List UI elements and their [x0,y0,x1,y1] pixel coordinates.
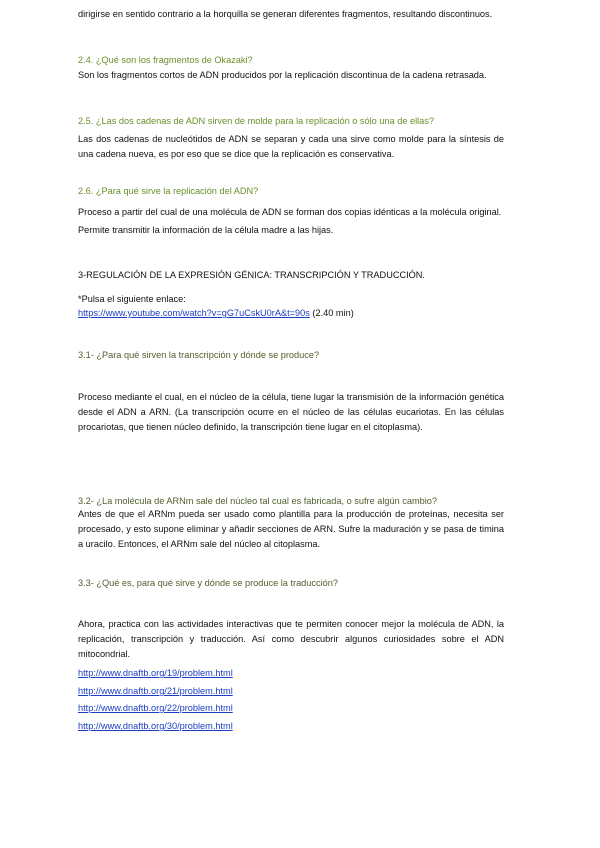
resource-link[interactable]: http://www.dnaftb.org/21/problem.html [78,686,233,696]
question-2-5 [78,114,504,129]
video-link[interactable]: https://www.youtube.com/watch?v=gG7uCskU0rA&t=90s [78,308,310,318]
section-3-title: 3-REGULACIÓN DE LA EXPRESIÓN GÉNICA: TRANSCRIPCIÓN Y TRADUCCIÓN. [78,270,425,280]
answer-3-2: Antes de que el ARNm pueda ser usado como plantilla para la producción de proteínas, necesita ser procesado, y esto supone eliminar y añadir secciones de ARN. Sufre la maduración y se pasa de timina a uracilo. Entonces, el ARNm sale del núcleo al citoplasma. [78,509,504,549]
question-3-2: 3.2- ¿La molécula de ARNm sale del núcleo tal cual es fabricada, o sufre algún cambio? [78,496,438,506]
question-2-5-text: ¿Las dos cadenas de ADN sirven de molde para la replicación o sólo una de ellas? [95,116,434,126]
question-2-5-number: 2.5. [78,116,94,126]
question-2-6-text: ¿Para qué sirve la replicación del ADN? [95,186,259,196]
resource-link[interactable]: http://www.dnaftb.org/19/problem.html [78,668,233,678]
resource-link-line-2 [78,684,504,699]
video-duration: (2.40 min) [312,308,354,318]
resource-link[interactable]: http://www.dnaftb.org/30/problem.html [78,721,233,731]
intro-paragraph-tail: dirigirse en sentido contrario a la horquilla se generan diferentes fragmentos, resultando discontinuos. [78,9,493,19]
question-3-1: 3.1- ¿Para qué sirven la transcripción y dónde se produce? [78,350,320,360]
video-link-line [78,306,504,321]
answer-2-5: Las dos cadenas de nucleótidos de ADN se separan y cada una sirve como molde para la síntesis de una cadena nueva, es por eso que se dice que la replicación es conservativa. [78,134,504,159]
resource-link[interactable]: http://www.dnaftb.org/22/problem.html [78,703,233,713]
question-2-4-text: ¿Qué son los fragmentos de Okazaki? [95,55,253,65]
resource-link-line-4 [78,719,504,734]
practice-paragraph: Ahora, practica con las actividades interactivas que te permiten conocer mejor la molécula de ADN, la replicación, transcripción y traducción. Así como descubrir algunos curiosidades sobre el ADN mitocondrial. [78,619,504,659]
question-2-6-number: 2.6. [78,186,94,196]
answer-2-4: Son los fragmentos cortos de ADN producidos por la replicación discontinua de la cadena retrasada. [78,70,487,80]
answer-3-1: Proceso mediante el cual, en el núcleo de la célula, tiene lugar la transmisión de la información genética desde el ADN a ARN. (La transcripción ocurre en el núcleo de las células eucariotas. En las células procariotas, que tienen núcleo definido, la transcripción tiene lugar en el citoplasma). [78,392,504,432]
link-prompt: *Pulsa el siguiente enlace: [78,294,186,304]
question-3-3: 3.3- ¿Qué es, para qué sirve y dónde se produce la traducción? [78,578,338,588]
resource-link-line-1 [78,666,504,681]
answer-2-6: Proceso a partir del cual de una molécula de ADN se forman dos copias idénticas a la molécula original. Permite transmitir la información de la célula madre a las hijas. [78,207,502,235]
resource-link-line-3 [78,701,504,716]
question-2-4-number: 2.4. [78,55,94,65]
question-2-6 [78,184,504,199]
question-2-4 [78,53,504,68]
